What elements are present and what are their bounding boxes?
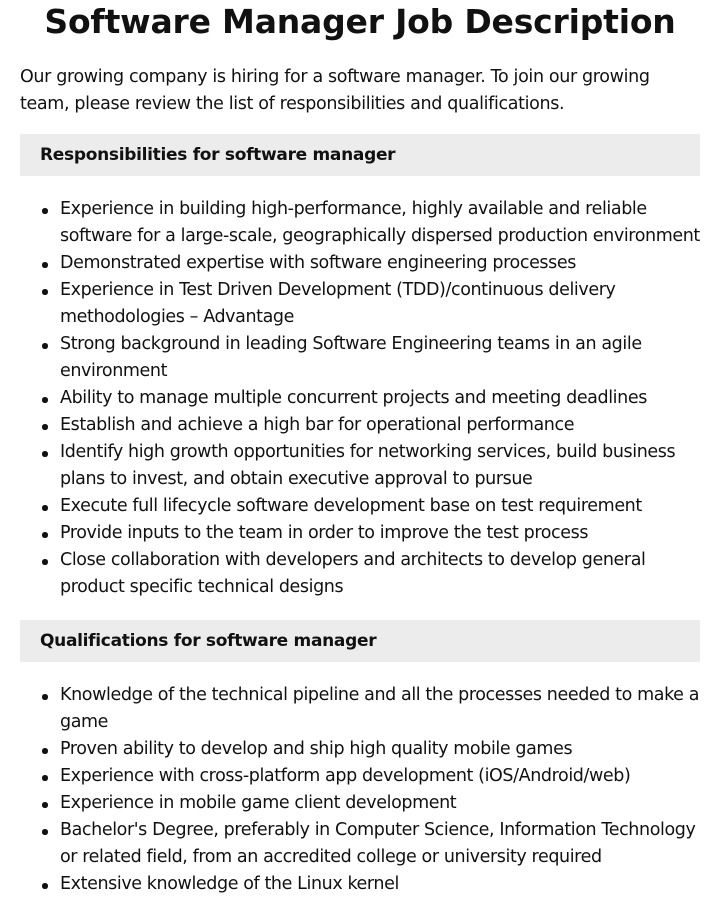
responsibilities-list — [20, 196, 700, 601]
responsibility-item: Experience in Test Driven Development (TDD)/continuous delivery methodologies – Advantage — [20, 277, 700, 331]
responsibility-item: Strong background in leading Software Engineering teams in an agile environment — [20, 331, 700, 385]
responsibility-item: Establish and achieve a high bar for operational performance — [20, 412, 700, 439]
responsibility-item: Close collaboration with developers and architects to develop general product specific technical designs — [20, 547, 700, 601]
qualification-item: Experience in mobile game client development — [20, 790, 700, 817]
qualification-item: Proven ability to develop and ship high quality mobile games — [20, 736, 700, 763]
qualification-item: Bachelor's Degree, preferably in Computer Science, Information Technology or related field, from an accredited college or university required — [20, 817, 700, 871]
qualification-item: Experience with cross-platform app development (iOS/Android/web) — [20, 763, 700, 790]
responsibility-item: Identify high growth opportunities for networking services, build business plans to invest, and obtain executive approval to pursue — [20, 439, 700, 493]
responsibility-item: Execute full lifecycle software development base on test requirement — [20, 493, 700, 520]
responsibility-item: Provide inputs to the team in order to improve the test process — [20, 520, 700, 547]
responsibility-item: Ability to manage multiple concurrent projects and meeting deadlines — [20, 385, 700, 412]
responsibility-item: Experience in building high-performance, highly available and reliable software for a large-scale, geographically dispersed production environment — [20, 196, 700, 250]
intro-paragraph: Our growing company is hiring for a software manager. To join our growing team, please review the list of responsibilities and qualifications. — [20, 67, 650, 114]
responsibility-item: Demonstrated expertise with software engineering processes — [20, 250, 700, 277]
qualification-item: Knowledge of the technical pipeline and all the processes needed to make a game — [20, 682, 700, 736]
responsibilities-heading: Responsibilities for software manager — [20, 134, 700, 176]
qualifications-heading: Qualifications for software manager — [20, 620, 700, 662]
page-title: Software Manager Job Description — [44, 2, 676, 41]
qualifications-list — [20, 682, 700, 898]
qualification-item: Extensive knowledge of the Linux kernel — [20, 871, 700, 898]
